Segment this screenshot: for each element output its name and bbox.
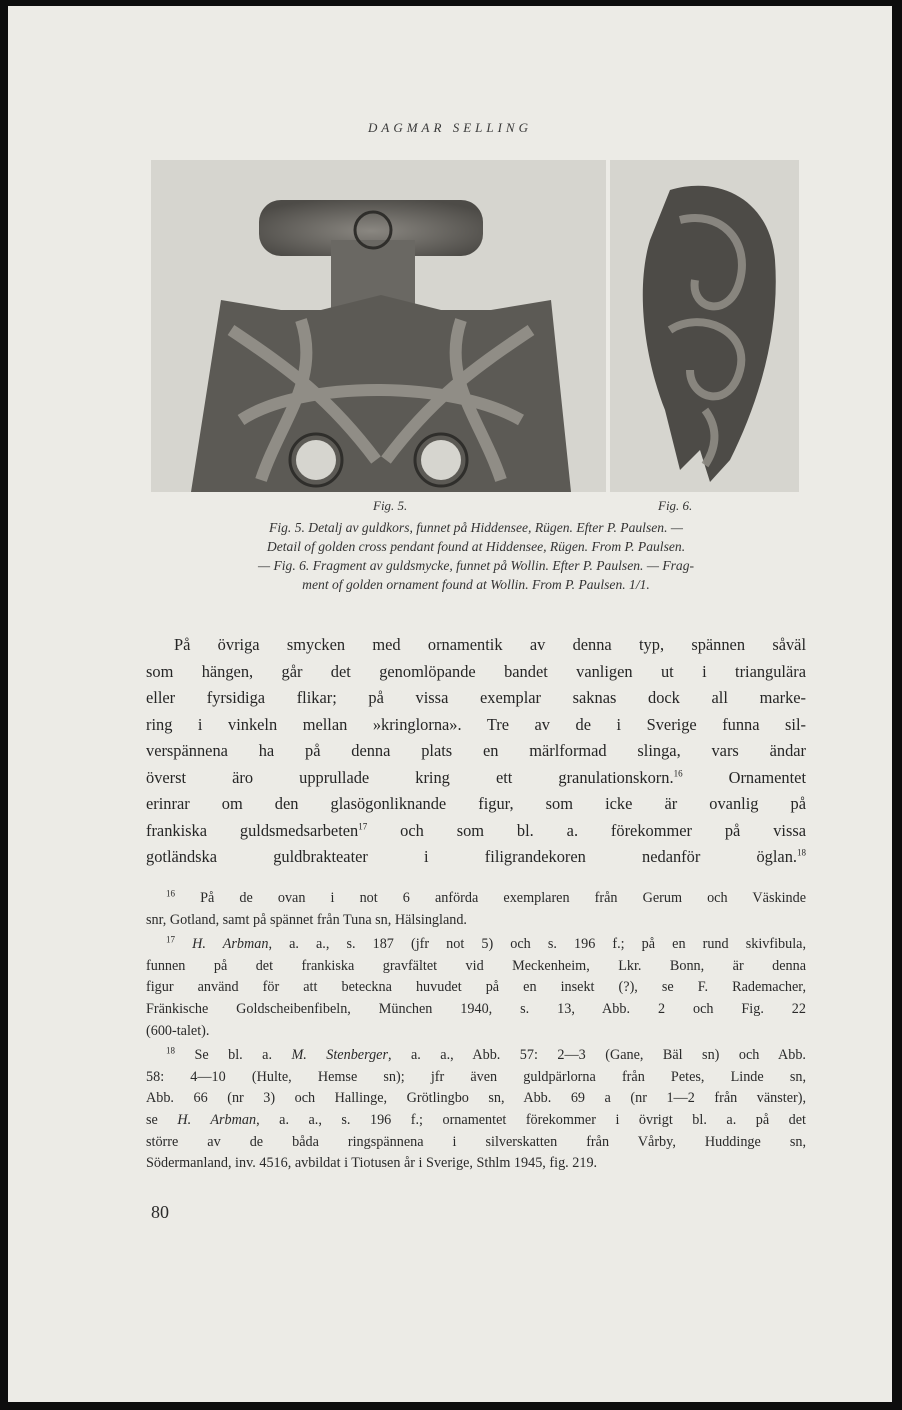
body-line	[146, 818, 806, 845]
body-line	[146, 844, 806, 871]
body-text: och som bl. a. förekommer på vissa	[367, 820, 806, 840]
body-text: överst äro upprullade kring ett granulationskorn.	[146, 767, 674, 787]
body-line: På övriga smycken med ornamentik av denna typ, spännen såväl	[174, 635, 806, 654]
footnote-text: Se bl. a.	[175, 1047, 292, 1064]
fig6-image	[610, 160, 799, 492]
footnote-line: (600-talet).	[146, 1022, 210, 1039]
footnote-line: 58: 4—10 (Hulte, Hemse sn); jfr även guldpärlorna från Petes, Linde sn,	[146, 1068, 806, 1085]
footnote-line: funnen på det frankiska gravfältet vid Meckenheim, Lkr. Bonn, är denna	[146, 957, 806, 974]
body-line	[146, 765, 806, 792]
caption-line: ment of golden ornament found at Wollin. From P. Paulsen. 1/1.	[302, 577, 650, 592]
footnote-18	[146, 1045, 806, 1175]
footnote-ref: 18	[797, 847, 806, 858]
footnote-line: Abb. 66 (nr 3) och Hallinge, Grötlingbo sn, Abb. 69 a (nr 1—2 från vänster),	[146, 1090, 806, 1107]
body-line: erinrar om den glasögonliknande figur, som icke är ovanlig på	[146, 794, 806, 813]
caption-line: Fig. 5. Detalj av guldkors, funnet på Hiddensee, Rügen. Efter P. Paulsen. —	[269, 520, 683, 535]
page-number: 80	[151, 1202, 169, 1222]
fig6-label: Fig. 6.	[658, 498, 693, 513]
caption-line: Detail of golden cross pendant found at Hiddensee, Rügen. From P. Paulsen.	[266, 539, 686, 554]
figure-plate	[151, 160, 799, 492]
running-head: DAGMAR SELLING	[368, 120, 532, 135]
footnote-number: 16	[166, 888, 175, 899]
footnote-line	[146, 1045, 806, 1067]
footnote-text: , a. a., s. 196 f.; ornamentet förekommer i övrigt bl. a. på det	[256, 1111, 806, 1128]
body-line: som hängen, går det genomlöpande bandet vanligen ut i triangulära	[146, 661, 806, 681]
caption-line: — Fig. 6. Fragment av guldsmycke, funnet på Wollin. Efter P. Paulsen. — Frag-	[257, 558, 695, 573]
footnote-line: snr, Gotland, samt på spännet från Tuna sn, Hälsingland.	[146, 911, 467, 928]
footnote-author: H. Arbman	[177, 1111, 257, 1128]
body-line: verspännena ha på denna plats en märlformad slinga, vars ändar	[146, 741, 806, 760]
body-paragraph	[146, 632, 806, 871]
footnote-text: På de ovan i not 6 anförda exemplaren från Gerum och Väskinde	[175, 890, 806, 906]
footnote-line	[146, 888, 806, 910]
body-text: Ornamentet	[682, 767, 806, 787]
footnote-ref: 17	[358, 821, 368, 832]
page	[8, 6, 892, 1402]
body-text: gotländska guldbrakteater i filigrandekoren nedanför öglan.	[146, 847, 797, 866]
footnote-17	[146, 934, 806, 1042]
footnote-line	[146, 934, 806, 956]
footnote-author: H. Arbman	[192, 936, 269, 953]
footnote-line	[146, 1110, 806, 1132]
fig5-image	[151, 160, 606, 492]
footnote-text: , a. a., s. 187 (jfr not 5) och s. 196 f.; på en rund skivfibula,	[268, 936, 806, 953]
footnote-ref: 16	[673, 768, 683, 779]
body-line: eller fyrsidiga flikar; på vissa exemplar saknas dock all marke-	[146, 688, 806, 707]
footnote-text: se	[146, 1111, 178, 1128]
footnote-number: 18	[166, 1045, 175, 1056]
body-text: frankiska guldsmedsarbeten	[146, 820, 359, 840]
body-line: ring i vinkeln mellan »kringlorna». Tre av de i Sverige funna sil-	[146, 714, 806, 734]
footnote-line: figur använd för att beteckna huvudet på en insekt (?), se F. Rademacher,	[146, 979, 806, 996]
footnote-line: Södermanland, inv. 4516, avbildat i Tiotusen år i Sverige, Sthlm 1945, fig. 219.	[146, 1155, 598, 1172]
footnote-16	[146, 888, 806, 931]
footnote-number: 17	[166, 934, 175, 945]
fig5-label: Fig. 5.	[373, 498, 408, 513]
figure-caption	[146, 518, 806, 594]
footnote-author: M. Stenberger	[291, 1047, 388, 1064]
footnote-text: , a. a., Abb. 57: 2—3 (Gane, Bäl sn) och Abb.	[388, 1047, 806, 1064]
footnotes	[146, 888, 806, 1178]
footnote-line: större av de båda ringspännena i silverskatten från Vårby, Huddinge sn,	[146, 1133, 806, 1150]
footnote-line: Fränkische Goldscheibenfibeln, München 1940, s. 13, Abb. 2 och Fig. 22	[146, 1000, 806, 1017]
